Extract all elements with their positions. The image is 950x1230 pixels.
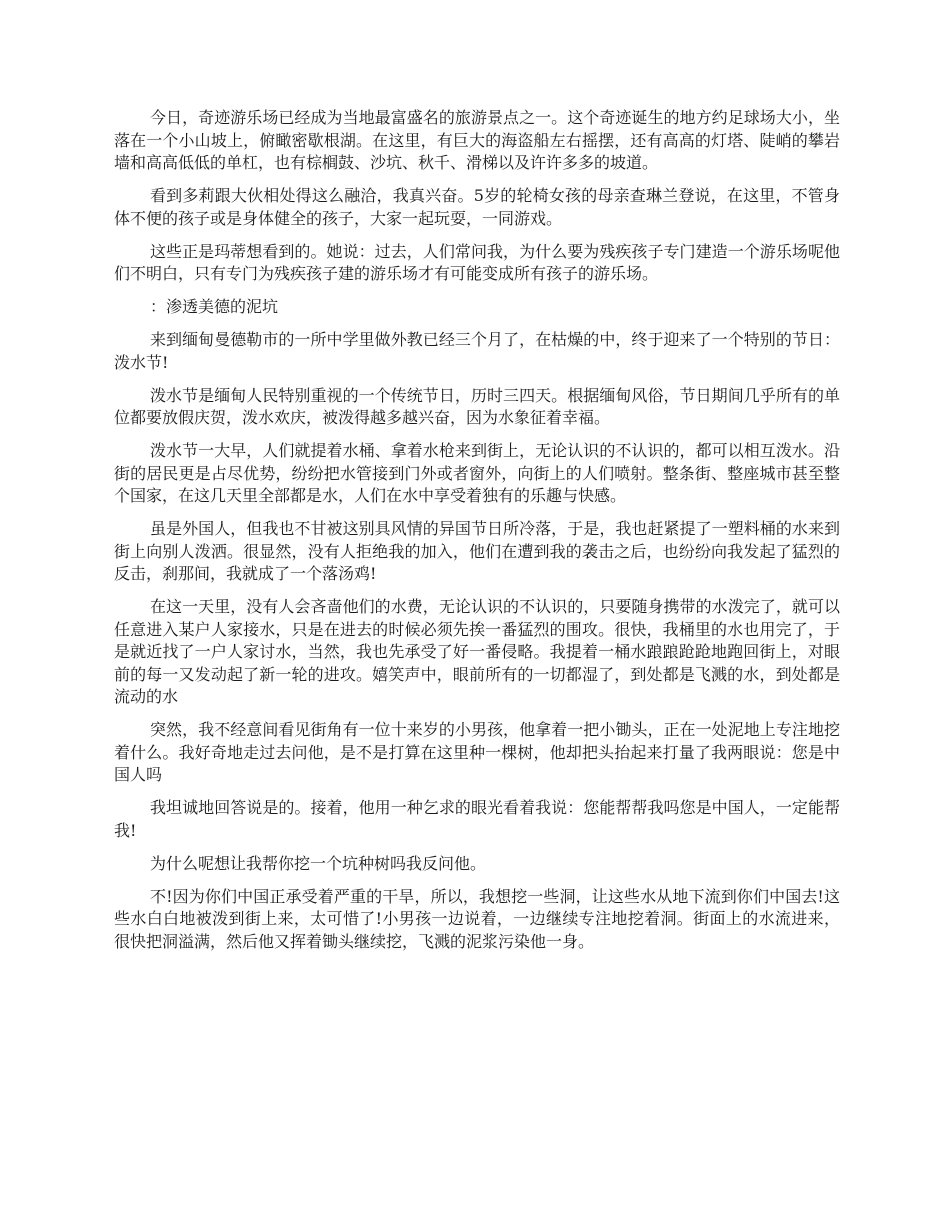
paragraph: 不!因为你们中国正承受着严重的干旱，所以，我想挖一些洞，让这些水从地下流到你们中国去!这些水白白地被泼到街上来，太可惜了!小男孩一边说着，一边继续专注地挖着洞。街面上的水流进来，很快把洞溢满，然后他又挥着锄头继续挖，飞溅的泥浆污染他一身。 xyxy=(114,886,840,951)
paragraph: 今日，奇迹游乐场已经成为当地最富盛名的旅游景点之一。这个奇迹诞生的地方约足球场大小，坐落在一个小山坡上，俯瞰密歇根湖。在这里，有巨大的海盗船左右摇摆，还有高高的灯塔、陡峭的攀岩墙和高高低低的单杠，也有棕榈鼓、沙坑、秋千、滑梯以及许许多多的坡道。 xyxy=(114,108,840,172)
paragraph: 泼水节是缅甸人民特别重视的一个传统节日，历时三四天。根据缅甸风俗，节日期间几乎所有的单位都要放假庆贺，泼水欢庆，被泼得越多越兴奋，因为水象征着幸福。 xyxy=(114,385,840,427)
paragraph: 泼水节一大早，人们就提着水桶、拿着水枪来到街上，无论认识的不认识的，都可以相互泼水。沿街的居民更是占尽优势，纷纷把水管接到门外或者窗外，向街上的人们喷射。整条街、整座城市甚至整个国家，在这几天里全部都是水，人们在水中享受着独有的乐趣与快感。 xyxy=(114,441,840,505)
paragraph: 这些正是玛蒂想看到的。她说：过去，人们常问我，为什么要为残疾孩子专门建造一个游乐场呢他们不明白，只有专门为残疾孩子建的游乐场才有可能变成所有孩子的游乐场。 xyxy=(114,241,840,283)
document-page xyxy=(114,107,840,964)
paragraph: 虽是外国人，但我也不甘被这别具风情的异国节日所冷落，于是，我也赶紧提了一塑料桶的水来到街上向别人泼洒。很显然，没有人拒绝我的加入，他们在遭到我的袭击之后，也纷纷向我发起了猛烈的反击，刹那间，我就成了一个落汤鸡! xyxy=(114,519,840,583)
paragraph: 突然，我不经意间看见街角有一位十来岁的小男孩，他拿着一把小锄头，正在一处泥地上专注地挖着什么。我好奇地走过去问他，是不是打算在这里种一棵树，他却把头抬起来打量了我两眼说：您是中国人吗 xyxy=(114,720,840,784)
paragraph: 看到多莉跟大伙相处得这么融洽，我真兴奋。5岁的轮椅女孩的母亲查琳兰登说，在这里，不管身体不便的孩子或是身体健全的孩子，大家一起玩耍，一同游戏。 xyxy=(114,186,840,228)
paragraph: 为什么呢想让我帮你挖一个坑种树吗我反问他。 xyxy=(150,853,487,873)
paragraph: 来到缅甸曼德勒市的一所中学里做外教已经三个月了，在枯燥的中，终于迎来了一个特别的节日：泼水节! xyxy=(114,330,840,372)
section-heading: ：渗透美德的泥坑 xyxy=(150,297,279,316)
paragraph: 我坦诚地回答说是的。接着，他用一种乞求的眼光看着我说：您能帮帮我吗您是中国人，一定能帮我! xyxy=(114,798,840,840)
paragraph: 在这一天里，没有人会吝啬他们的水费，无论认识的不认识的，只要随身携带的水泼完了，就可以任意进入某户人家接水，只是在进去的时候必须先挨一番猛烈的围攻。很快，我桶里的水也用完了，于是就近找了一户人家讨水，当然，我也先承受了好一番侵略。我提着一桶水踉踉跄跄地跑回街上，对眼前的每一又发动起了新一轮的进攻。嬉笑声中，眼前所有的一切都湿了，到处都是飞溅的水，到处都是流动的水 xyxy=(114,597,840,706)
